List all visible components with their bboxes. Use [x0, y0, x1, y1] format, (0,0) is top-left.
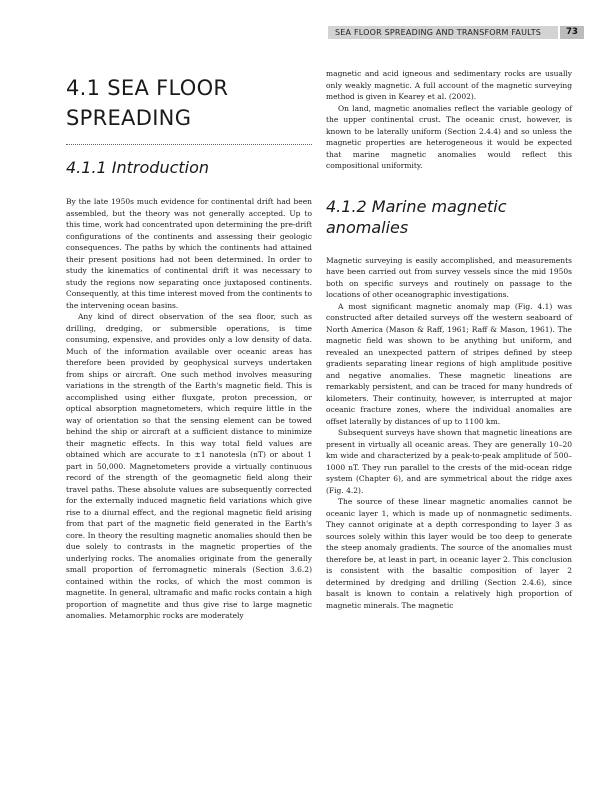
paragraph: On land, magnetic anomalies reflect the variable geology of the upper continental crust. The oceanic crust, however, is known to be laterally uniform (Section 2.4.4) and so unless the magnetic properties are heterogeneous it would be expected that marine magnetic anomalies would reflect this compositional uniformity.	[326, 103, 572, 170]
page-number: 73	[560, 26, 584, 39]
paragraph: Magnetic surveying is easily accomplished, and measurements have been carried out from survey vessels since the mid 1950s both on specific surveys and routinely on passage to the locations of other oceanographic investigations.	[326, 255, 572, 299]
paragraph: Subsequent surveys have shown that magnetic lineations are present in virtually all oceanic areas. They are generally 10–20 km wide and characterized by a peak-to-peak amplitude of 500–1000 nT. They run parallel to the crests of the mid-ocean ridge system (Chapter 6), and are symmetrical about the ridge axes (Fig. 4.2).	[326, 428, 572, 495]
left-column	[66, 68, 312, 622]
subsection-heading-marine-magnetic-anomalies: 4.1.2 Marine magnetic anomalies	[326, 196, 507, 237]
paragraph: The source of these linear magnetic anomalies cannot be oceanic layer 1, which is made up of nonmagnetic sediments. They cannot originate at a depth corresponding to layer 3 as sources solely within this layer would be too deep to generate the steep anomaly gradients. The source of the anomalies must therefore be, at least in part, in oceanic layer 2. This conclusion is consistent with the basaltic composition of layer 2 determined by dredging and drilling (Section 2.4.6), since basalt is known to contain a relatively high proportion of magnetic minerals. The magnetic	[326, 497, 572, 610]
section-heading: 4.1 SEA FLOOR SPREADING	[66, 76, 229, 130]
section-divider	[66, 144, 312, 145]
subsection-heading-introduction: 4.1.1 Introduction	[66, 158, 210, 177]
paragraph: By the late 1950s much evidence for continental drift had been assembled, but the theory was not generally accepted. Up to this time, work had concentrated upon determining the pre-drift configurations of the continents and assessing their geologic consequences. The paths by which the continents had attained their present positions had not been determined. In order to study the kinematics of continental drift it was necessary to study the regions now separating once juxtaposed continents. Consequently, at this time interest moved from the continents to the intervening ocean basins.	[66, 197, 312, 310]
paragraph: Any kind of direct observation of the sea floor, such as drilling, dredging, or submersible operations, is time consuming, expensive, and provides only a low density of data. Much of the information available over oceanic areas has therefore been provided by geophysical surveys undertaken from ships or aircraft. One such method involves measuring variations in the strength of the Earth's magnetic field. This is accomplished using either fluxgate, proton precession, or optical absorption magnetometers, which require little in the way of orientation so that the sensing element can be towed behind the ship or aircraft at a sufficient distance to minimize their magnetic effects. In this way total field values are obtained which are accurate to ±1 nanotesla (nT) or about 1 part in 50,000. Magnetometers provide a virtually continuous record of the strength of the geomagnetic field along their travel paths. These absolute values are subsequently corrected for the externally induced magnetic field variations which give rise to a diurnal effect, and the regional magnetic field arising from that part of the magnetic field generated in the Earth's core. In theory the resulting magnetic anomalies should then be due solely to contrasts in the magnetic properties of the underlying rocks. The anomalies originate from the generally small proportion of ferromagnetic minerals (Section 3.6.2) contained within the rocks, of which the most common is magnetite. In general, ultramafic and mafic rocks contain a high proportion of magnetite and thus give rise to large magnetic anomalies. Metamorphic rocks are moderately	[66, 312, 312, 620]
running-header	[0, 0, 615, 48]
running-title: SEA FLOOR SPREADING AND TRANSFORM FAULTS	[335, 28, 542, 37]
paragraph: A most significant magnetic anomaly map (Fig. 4.1) was constructed after detailed surveys off the western seaboard of North America (Mason & Raff, 1961; Raff & Mason, 1961). The magnetic field was shown to be anything but uniform, and revealed an unexpected pattern of stripes defined by steep gradients separating linear regions of high amplitude positive and negative anomalies. These magnetic lineations are remarkably persistent, and can be traced for many hundreds of kilometers. Their continuity, however, is interrupted at major oceanic fracture zones, where the individual anomalies are offset laterally by distances of up to 1100 km.	[326, 301, 572, 426]
paragraph: magnetic and acid igneous and sedimentary rocks are usually only weakly magnetic. A full account of the magnetic surveying method is given in Kearey et al. (2002).	[326, 69, 572, 101]
right-column	[326, 68, 572, 611]
